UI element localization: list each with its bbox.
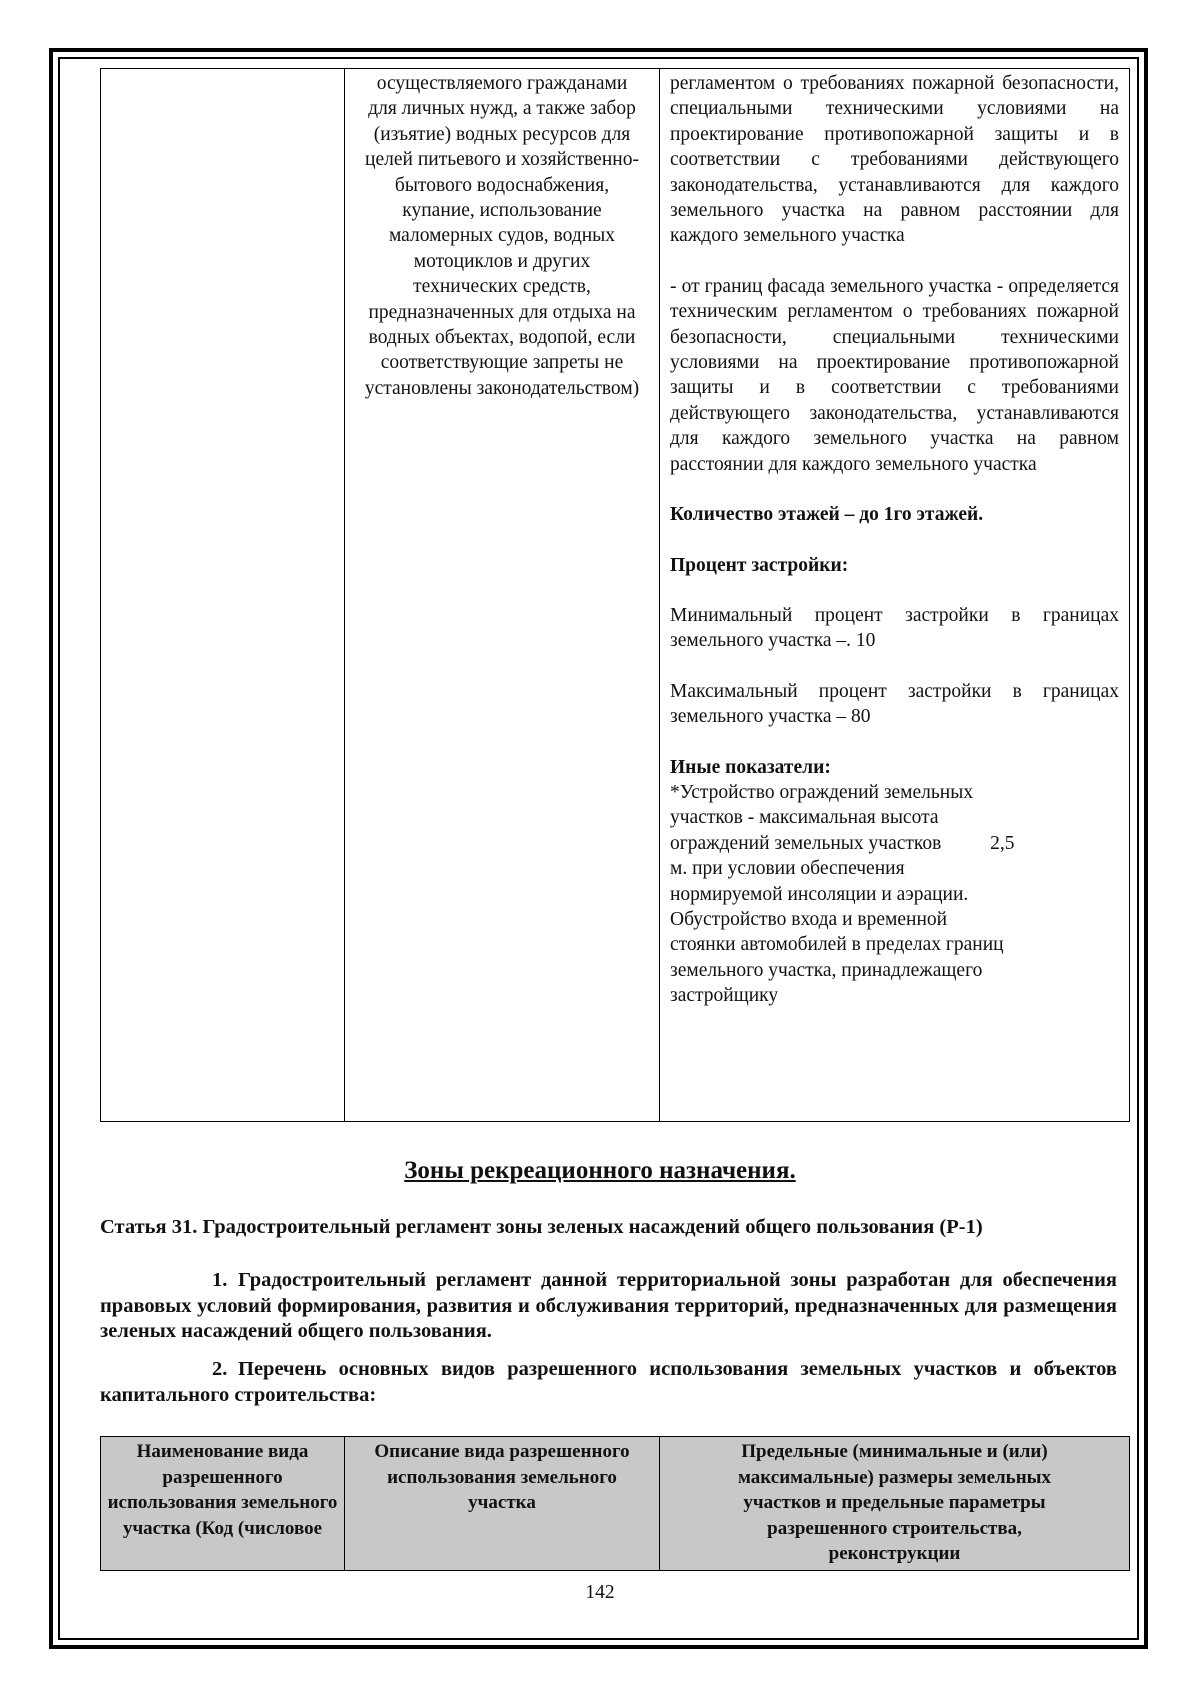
description-line: купание, использование xyxy=(402,200,602,222)
regulation-table-continued xyxy=(100,68,1130,1122)
header-limit-parameters: Предельные (минимальные и (или) максимальные) размеры земельных участков и предельные параметры разрешенного строительства, реконструкции xyxy=(660,1437,1130,1571)
page-number: 142 xyxy=(585,1582,615,1603)
other-indicator-line: участков - максимальная высота xyxy=(670,807,939,829)
point-2-number: 2. xyxy=(212,1358,228,1380)
header-use-type-name: Наименование вида разрешенного использования земельного участка (Код (числовое xyxy=(101,1437,345,1571)
description-line: осуществляемого гражданами xyxy=(376,73,628,94)
description-line: (изъятие) водных ресурсов для xyxy=(373,123,631,145)
facade-distance-paragraph: - от границ фасада земельного участка - определяется техническим регламентом о требованиях пожарной безопасности, специальными техническими условиями на проектирование противопожарной защиты и в соответствии с требованиями действующего законодательства, устанавливаются для каждого земельного участка на равном расстоянии для каждого земельного участка xyxy=(670,275,1119,475)
description-line: мотоциклов и других xyxy=(413,250,591,272)
description-line: технических средств, xyxy=(413,276,591,298)
point-1-text: Градостроительный регламент данной территориальной зоны разработан для обеспечения правовых условий формирования, развития и обслуживания территорий, предназначенных для размещения зеленых насаждений общего пользования. xyxy=(100,1269,1117,1343)
point-2-text: Перечень основных видов разрешенного использования земельных участков и объектов капитального строительства: xyxy=(100,1358,1117,1406)
other-indicator-line: ограждений земельных участков 2,5 xyxy=(670,832,1015,854)
point-1-number: 1. xyxy=(212,1269,228,1291)
cell-limit-parameters xyxy=(660,69,1130,1122)
description-line: целей питьевого и хозяйственно- xyxy=(365,149,639,171)
table-row xyxy=(101,69,1130,1122)
max-building-percent: Максимальный процент застройки в границах земельного участка – 80 xyxy=(670,680,1119,728)
other-indicator-line: м. при условии обеспечения xyxy=(670,858,905,880)
other-indicator-line: *Устройство ограждений земельных xyxy=(670,781,974,803)
point-2 xyxy=(100,1357,1117,1408)
table-header-row xyxy=(101,1437,1130,1571)
other-indicator-line: стоянки автомобилей в пределах границ xyxy=(670,934,1004,956)
other-indicator-line: застройщику xyxy=(670,985,779,1007)
zone-section-title: Зоны рекреационного назначения. xyxy=(404,1157,796,1184)
building-percent-heading: Процент застройки: xyxy=(670,554,849,576)
fire-safety-paragraph: регламентом о требованиях пожарной безопасности, специальными техническими условиями на проектирование противопожарной защиты и в соответствии с требованиями действующего законодательства, устанавливаются для каждого земельного участка на равном расстоянии для каждого земельного участка xyxy=(670,73,1119,247)
other-indicator-line: нормируемой инсоляции и аэрации. xyxy=(670,883,969,905)
floors-count: Количество этажей – до 1го этажей. xyxy=(670,504,984,526)
header-use-description: Описание вида разрешенного использования земельного участка xyxy=(345,1437,660,1571)
description-line: маломерных судов, водных xyxy=(388,225,616,247)
point-1 xyxy=(100,1268,1117,1345)
other-indicator-line: земельного участка, принадлежащего xyxy=(670,959,983,981)
article-title: Статья 31. Градостроительный регламент зоны зеленых насаждений общего пользования (Р-1) xyxy=(100,1216,983,1238)
description-line: соответствующие запреты не xyxy=(380,352,624,374)
main-uses-table xyxy=(100,1436,1130,1571)
description-line: для личных нужд, а также забор xyxy=(368,98,636,120)
description-line: установлены законодательством) xyxy=(364,377,640,399)
cell-use-type-name xyxy=(101,69,345,1122)
description-line: предназначенных для отдыха на xyxy=(368,301,636,323)
other-indicators-heading: Иные показатели: xyxy=(670,756,831,778)
description-line: водных объектах, водопой, если xyxy=(368,327,636,349)
min-building-percent: Минимальный процент застройки в границах земельного участка –. 10 xyxy=(670,604,1119,652)
cell-use-description xyxy=(345,69,660,1122)
other-indicator-line: Обустройство входа и временной xyxy=(670,908,948,930)
description-line: бытового водоснабжения, xyxy=(394,174,610,196)
